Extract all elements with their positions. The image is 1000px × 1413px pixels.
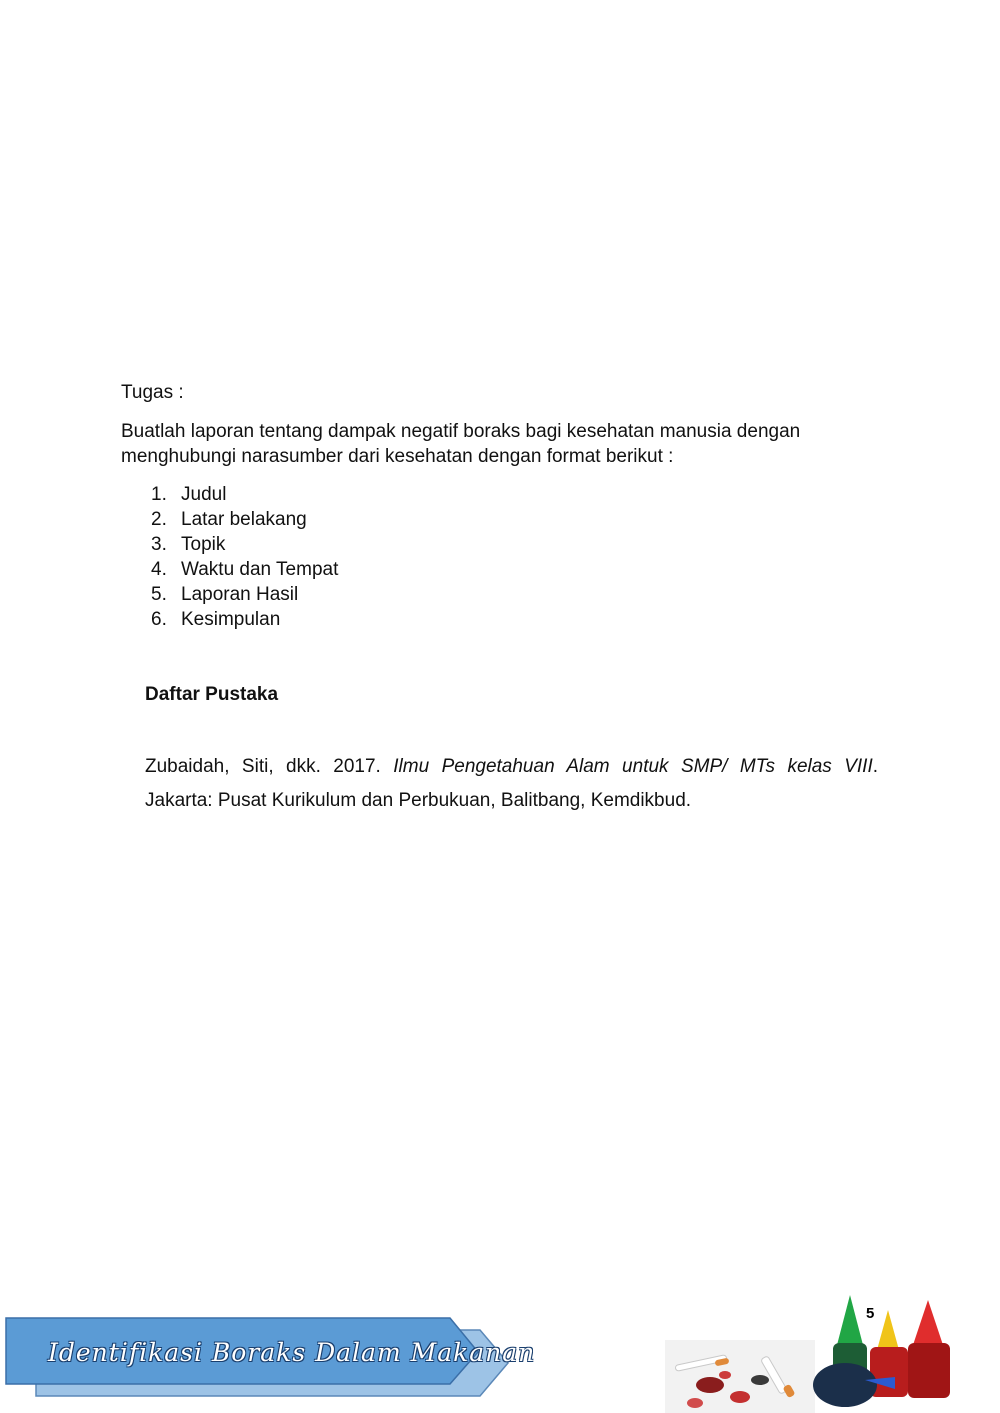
list-item-text: Waktu dan Tempat: [181, 559, 339, 580]
list-item-text: Latar belakang: [181, 509, 307, 530]
list-item-text: Laporan Hasil: [181, 584, 299, 605]
list-item-text: Judul: [181, 484, 227, 505]
list-item-number: 1.: [151, 484, 167, 505]
reference-entry: [145, 754, 878, 779]
page-number: 5: [866, 1305, 875, 1322]
reference-punct: .: [872, 756, 879, 777]
list-item: [121, 582, 338, 607]
list-item: [121, 607, 338, 632]
list-item-number: 3.: [151, 534, 167, 555]
list-item-number: 4.: [151, 559, 167, 580]
list-item: [121, 532, 338, 557]
list-item-text: Kesimpulan: [181, 609, 281, 630]
list-item-number: 2.: [151, 509, 167, 530]
reference-publisher: Jakarta: Pusat Kurikulum dan Perbukuan, Balitbang, Kemdikbud.: [145, 790, 692, 811]
banner-title: Identifikasi Boraks Dalam Makanan: [48, 1338, 536, 1367]
list-item: [121, 557, 338, 582]
task-label: Tugas :: [121, 382, 184, 403]
list-item: [121, 507, 338, 532]
reference-title: Ilmu Pengetahuan Alam untuk SMP/ MTs kelas VIII: [393, 756, 873, 777]
list-item-number: 6.: [151, 609, 167, 630]
list-item-text: Topik: [181, 534, 226, 555]
food-coloring-image: [665, 1285, 995, 1413]
references-heading: Daftar Pustaka: [145, 684, 279, 705]
task-paragraph: Buatlah laporan tentang dampak negatif boraks bagi kesehatan manusia dengan menghubungi narasumber dari kesehatan dengan format berikut :: [121, 421, 801, 467]
list-item-number: 5.: [151, 584, 167, 605]
format-list: [121, 482, 338, 632]
list-item: [121, 482, 338, 507]
reference-authors: Zubaidah, Siti, dkk. 2017.: [145, 756, 394, 777]
